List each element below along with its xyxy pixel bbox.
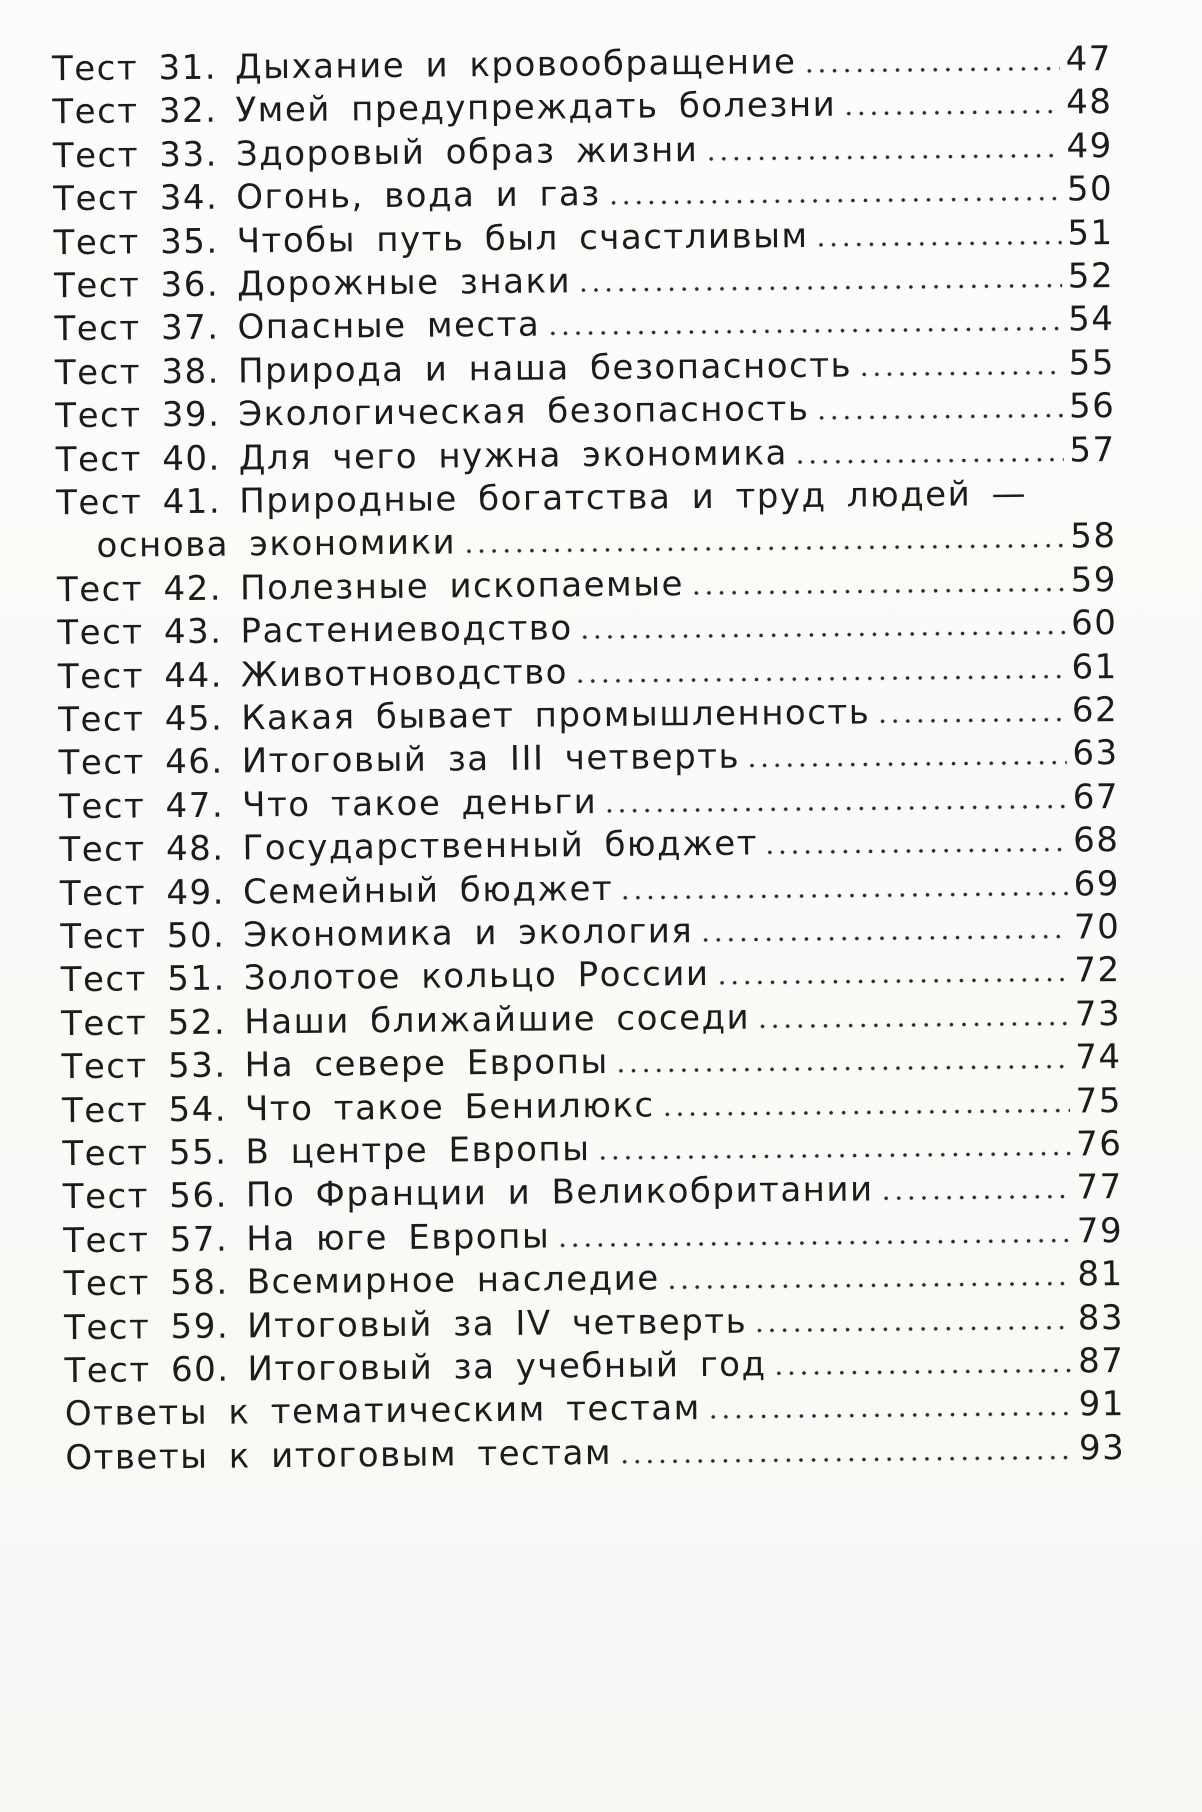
entry-number: Тест 54. [61,1089,228,1131]
entry-number: Тест 50. [60,915,226,958]
entry-title: Огонь, вода и газ [236,174,601,218]
entry-number: Тест 35. [53,221,219,263]
entry-title: Полезные ископаемые [239,563,685,609]
entry-page: 57 [1069,429,1116,471]
entry-number: Тест 37. [54,308,220,350]
entry-page: 74 [1075,1037,1122,1078]
entry-number: Тест 55. [62,1132,228,1175]
entry-page: 77 [1076,1167,1123,1208]
entry-title: Дыхание и кровообращение [234,42,797,88]
entry-number: Тест 33. [52,134,219,177]
entry-number: Тест 45. [58,698,224,741]
entry-number: Тест 47. [58,785,225,827]
entry-page: 67 [1072,776,1120,818]
entry-title: Здоровый образ жизни [235,129,699,175]
entry-page: 56 [1068,386,1116,427]
entry-number: Тест 60. [64,1349,230,1392]
entry-title: Семейный бюджет [242,868,614,913]
entry-page: 58 [1070,516,1117,557]
entry-title: На юге Европы [246,1216,551,1260]
entry-page: 60 [1070,603,1118,644]
entry-page: 47 [1065,39,1113,80]
entry-title: Что такое Бенилюкс [244,1085,655,1130]
entry-title: основа экономики [96,522,457,567]
entry-title: По Франции и Великобритании [245,1169,874,1216]
entry-number: Тест 44. [57,655,224,697]
entry-title: Экономика и экология [243,911,694,956]
entry-title: Растениеводство [240,608,573,652]
entry-page: 87 [1077,1340,1125,1382]
entry-page: 63 [1072,733,1119,774]
entry-title: Государственный бюджет [242,823,759,869]
dot-leader [880,1194,1071,1202]
entry-title: На севере Европы [244,1042,609,1086]
entry-title: Ответы к тематическим тестам [64,1388,702,1435]
entry-page: 62 [1071,690,1119,731]
entry-number: Тест 34. [53,177,219,220]
entry-title: Итоговый за III четверть [241,737,741,782]
entry-page: 75 [1075,1080,1123,1122]
entry-number: Тест 57. [63,1219,229,1261]
entry-number: Тест 42. [56,568,223,610]
entry-title: Какая бывает промышленность [241,692,871,739]
entry-page: 54 [1067,299,1115,340]
entry-number: Тест 32. [52,91,218,133]
entry-number: Тест 53. [61,1045,227,1088]
entry-page: 83 [1077,1297,1125,1339]
entry-title: Чтобы путь был счастливым [236,215,809,262]
entry-title: Экологическая безопасность [238,389,810,435]
entry-title: Всемирное наследие [246,1258,660,1303]
entry-page: 72 [1074,950,1121,991]
entry-number: Тест 39. [55,394,221,437]
entry-page: 81 [1077,1254,1124,1295]
entry-title: Итоговый за учебный год [247,1344,767,1390]
entry-number: Тест 36. [53,264,220,307]
entry-title: Для чего нужна экономика [238,432,789,479]
entry-title: Ответы к итоговым тестам [65,1432,613,1478]
entry-number: Тест 58. [63,1262,229,1305]
entry-page: 49 [1066,125,1113,167]
entry-page: 68 [1072,820,1120,861]
entry-number: Тест 51. [60,958,227,1001]
entry-number: Тест 49. [59,872,226,914]
entry-number: Тест 40. [55,438,222,480]
entry-page: 59 [1070,559,1118,601]
entry-page: 55 [1068,342,1116,384]
entry-page: 76 [1075,1123,1123,1165]
entry-page: 61 [1071,646,1118,688]
entry-page: 73 [1074,993,1122,1035]
entry-page: 91 [1078,1384,1126,1425]
entry-number: Тест 59. [63,1306,230,1348]
entry-title: Наши ближайшие соседи [244,997,751,1043]
entry-title: Опасные места [237,304,541,348]
entry-page: 50 [1066,169,1114,210]
entry-number: Тест 43. [57,611,223,654]
entry-title: В центре Европы [245,1129,591,1173]
entry-page: 52 [1067,256,1115,297]
entry-title: Животноводство [240,651,569,696]
entry-title: Золотое кольцо России [243,954,710,999]
entry-number: Тест 56. [62,1175,229,1218]
entry-page: 70 [1073,907,1121,948]
entry-number: Тест 46. [58,741,224,784]
entry-title: Дорожные знаки [236,261,572,305]
entry-page: 93 [1078,1427,1126,1469]
entry-number: Тест 41. [55,481,222,524]
entry-page: 79 [1076,1210,1124,1252]
entry-title: Природные богатства и труд людей — [239,473,1028,522]
dot-leader [876,717,1066,725]
entry-number: Тест 48. [59,828,225,871]
entry-page: 51 [1067,212,1114,254]
entry-title: Природа и наша безопасность [237,345,853,392]
entry-number: Тест 31. [51,47,218,90]
entry-page: 69 [1073,863,1121,905]
entry-title: Итоговый за IV четверть [246,1301,748,1346]
entry-number: Тест 38. [54,351,221,394]
entry-page: 48 [1065,82,1113,123]
dot-leader [618,1454,1073,1464]
entry-number: Тест 52. [60,1002,227,1044]
entry-title: Умей предупреждать болезни [235,85,837,131]
entry-title: Что такое деньги [241,781,598,826]
toc-entry-answers [65,1418,1125,1478]
